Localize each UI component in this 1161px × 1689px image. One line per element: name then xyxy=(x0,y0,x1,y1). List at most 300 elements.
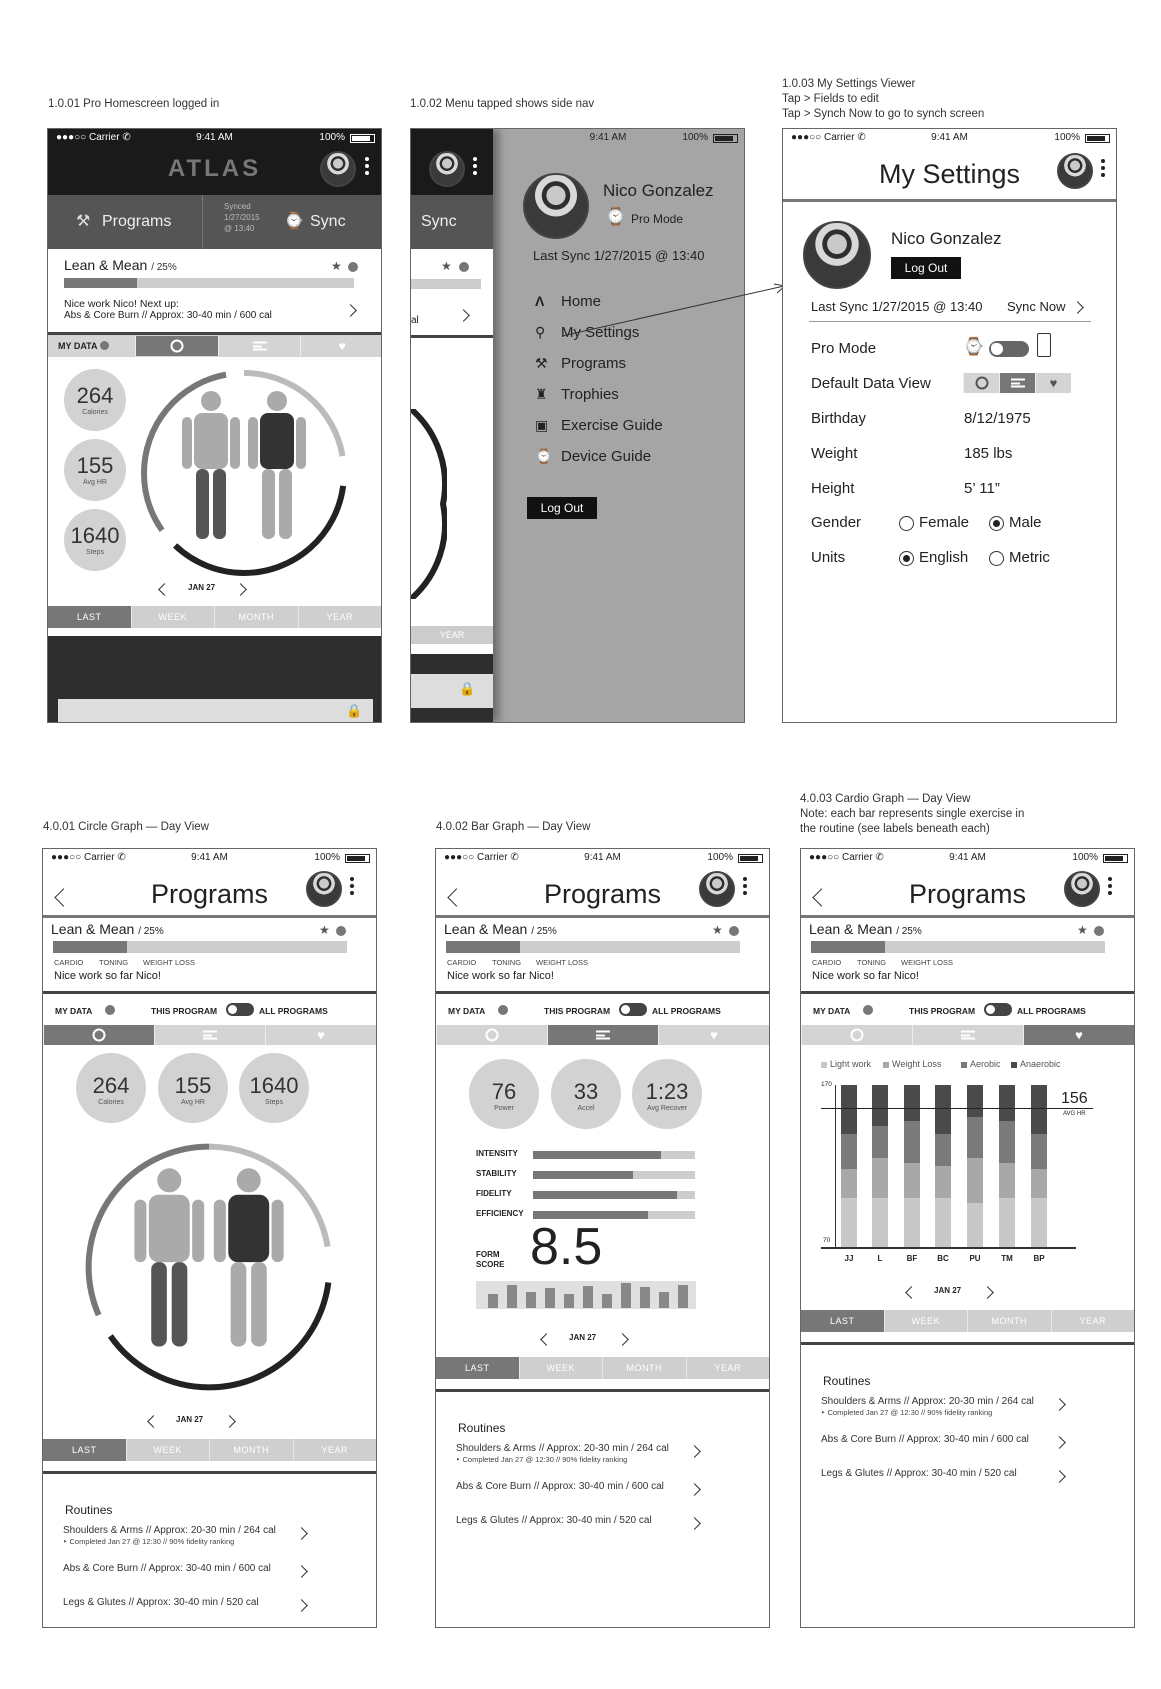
caption-menu: 1.0.02 Menu tapped shows side nav xyxy=(410,98,595,110)
tab-circle-view[interactable] xyxy=(43,1025,154,1045)
form-score-bar xyxy=(564,1294,574,1308)
logout-button[interactable]: Log Out xyxy=(891,257,961,279)
tag-cardio: CARDIO xyxy=(812,958,842,967)
routine-name[interactable]: Legs & Glutes // Approx: 30-40 min / 520 cal xyxy=(63,1597,259,1608)
data-view-tabs xyxy=(436,1025,769,1045)
routine-name[interactable]: Legs & Glutes // Approx: 30-40 min / 520 cal xyxy=(456,1515,652,1526)
avg-hr-value: 156 xyxy=(1061,1089,1088,1107)
battery-icon xyxy=(738,854,763,863)
prev-date-icon[interactable] xyxy=(158,583,171,596)
male-radio[interactable] xyxy=(989,516,1004,531)
synced-label: Synced 1/27/2015 @ 13:40 xyxy=(224,202,260,233)
cardio-bar-segment xyxy=(967,1085,983,1117)
cardio-bar-segment xyxy=(999,1163,1015,1199)
tab-month[interactable]: MONTH xyxy=(214,606,298,628)
program-name: Lean & Mean xyxy=(51,921,135,937)
cardio-bar-segment xyxy=(999,1198,1015,1247)
heart-icon: ♥ xyxy=(317,1027,325,1043)
body-muscle-ring xyxy=(136,365,352,581)
metric-label: EFFICIENCY xyxy=(476,1209,524,1218)
next-up-label: Nice work Nico! Next up: xyxy=(64,298,179,310)
page-title: Programs xyxy=(543,879,662,909)
cardio-bar-segment xyxy=(999,1085,1015,1121)
date-label: JAN 27 xyxy=(176,1415,204,1424)
program-percent: / 25% xyxy=(151,262,177,273)
nav-item-programs[interactable]: Programs xyxy=(561,355,627,372)
metric-bar-fill xyxy=(533,1151,661,1159)
program-percent: / 25% xyxy=(138,926,164,937)
legend-swatch xyxy=(1011,1062,1017,1068)
menu-dots-icon[interactable] xyxy=(365,157,369,178)
x-tick-label: JJ xyxy=(844,1254,854,1263)
body-muscle-ring xyxy=(79,1137,339,1397)
my-data-label: MY DATA xyxy=(58,341,109,351)
tab-circle-view[interactable] xyxy=(436,1025,547,1045)
period-tabs xyxy=(48,606,381,628)
form-score-bar xyxy=(659,1292,669,1308)
tab-week[interactable]: WEEK xyxy=(126,1439,210,1461)
caption-homescreen: 1.0.01 Pro Homescreen logged in xyxy=(48,98,220,110)
routine-subtitle: ‣ Completed Jan 27 @ 12:30 // 90% fidelity ranking xyxy=(821,1408,993,1417)
caption-bar-graph: 4.0.02 Bar Graph — Day View xyxy=(436,821,591,833)
prev-date-icon[interactable] xyxy=(540,1333,553,1346)
form-score-bar xyxy=(583,1286,593,1308)
star-icon[interactable]: ★ xyxy=(712,923,723,937)
program-scope-toggle[interactable] xyxy=(226,1003,254,1016)
avatar[interactable] xyxy=(1064,871,1100,907)
avatar[interactable] xyxy=(699,871,735,907)
atlas-logo: ATLAS xyxy=(167,155,262,182)
battery-label: 100% xyxy=(319,132,345,143)
circle-icon xyxy=(93,1029,106,1042)
routine-name[interactable]: Abs & Core Burn // Approx: 30-40 min / 600 cal xyxy=(456,1481,664,1492)
default-view-selector xyxy=(963,373,1071,393)
cardio-bar-segment xyxy=(904,1198,920,1247)
form-score-value: 8.5 xyxy=(530,1218,603,1276)
program-percent: / 25% xyxy=(896,926,922,937)
tab-month[interactable]: MONTH xyxy=(602,1357,686,1379)
avatar[interactable] xyxy=(320,151,356,187)
cardio-bar-segment xyxy=(967,1158,983,1203)
nav-item-exercise-guide[interactable]: Exercise Guide xyxy=(561,417,663,434)
bars-icon xyxy=(961,1031,975,1040)
star-icon[interactable]: ★ xyxy=(1077,923,1088,937)
period-tabs xyxy=(436,1357,769,1379)
next-date-icon[interactable] xyxy=(616,1333,629,1346)
program-card[interactable] xyxy=(43,919,376,991)
chevron-right-icon[interactable] xyxy=(688,1517,701,1530)
form-score-bar xyxy=(545,1288,555,1308)
option-cardio-view[interactable] xyxy=(1035,373,1071,393)
heart-icon: ♥ xyxy=(338,338,347,354)
metric-label: FIDELITY xyxy=(476,1189,512,1198)
routines-title: Routines xyxy=(823,1374,871,1388)
heart-icon: ♥ xyxy=(710,1027,718,1043)
tab-circle-view[interactable] xyxy=(801,1025,912,1045)
profile-name: Nico Gonzalez xyxy=(603,181,714,200)
option-bar-view[interactable] xyxy=(999,373,1035,393)
star-icon[interactable]: ★ xyxy=(331,259,342,273)
form-score-bar xyxy=(621,1283,631,1308)
tab-year[interactable]: YEAR xyxy=(686,1357,770,1379)
cardio-bar-segment xyxy=(872,1126,888,1158)
chevron-right-icon[interactable] xyxy=(295,1527,308,1540)
tab-week[interactable]: WEEK xyxy=(884,1310,968,1332)
metric-bar xyxy=(533,1151,695,1159)
data-view-tabs xyxy=(43,1025,376,1045)
chevron-right-icon[interactable] xyxy=(295,1565,308,1578)
tab-cardio-view[interactable] xyxy=(265,1025,376,1045)
cardio-bar-segment xyxy=(1031,1134,1047,1170)
form-score-bar xyxy=(526,1292,536,1308)
status-bar: ●●●○○ Carrier ✆ 9:41 AM 100% xyxy=(783,129,1116,145)
status-dot-icon xyxy=(348,262,358,272)
period-tabs xyxy=(801,1310,1134,1332)
form-score-bar xyxy=(602,1294,612,1308)
programs-tab[interactable]: ⚒ Programs xyxy=(48,195,203,249)
stat-calories: 264 Calories xyxy=(64,369,126,431)
stat-circle: 155 Avg HR xyxy=(158,1053,228,1123)
tab-bar-view[interactable] xyxy=(154,1025,265,1045)
time-label: 9:41 AM xyxy=(196,132,233,143)
next-up-detail: Abs & Core Burn // Approx: 30-40 min / 600 cal xyxy=(64,310,272,321)
program-progress xyxy=(64,278,354,288)
status-bar: ●●●○○ Carrier ✆ 9:41 AM 100% xyxy=(436,849,769,865)
chevron-right-icon[interactable] xyxy=(1053,1398,1066,1411)
tab-last[interactable]: LAST xyxy=(801,1310,884,1332)
phone-icon xyxy=(1037,333,1051,357)
cardio-bar-segment xyxy=(841,1169,857,1198)
legend-swatch xyxy=(961,1062,967,1068)
battery-icon xyxy=(345,854,370,863)
routine-name[interactable]: Abs & Core Burn // Approx: 30-40 min / 600 cal xyxy=(63,1563,271,1574)
bars-icon xyxy=(596,1031,610,1040)
avatar[interactable] xyxy=(306,871,342,907)
battery-icon xyxy=(350,134,375,143)
metric-label: STABILITY xyxy=(476,1169,517,1178)
birthday-field[interactable]: 8/12/1975 xyxy=(964,410,1031,427)
cardio-bar-segment xyxy=(904,1163,920,1199)
legend-label: Light work xyxy=(830,1059,872,1069)
carrier-label: ●●●○○ Carrier ✆ xyxy=(56,132,131,143)
y-tick-label: 70 xyxy=(823,1237,831,1244)
data-view-tabs xyxy=(135,336,382,356)
form-score-bar xyxy=(507,1285,517,1308)
prev-date-icon[interactable] xyxy=(147,1415,160,1428)
chevron-right-icon[interactable] xyxy=(1053,1436,1066,1449)
nav-item-home[interactable]: Home xyxy=(561,293,602,310)
date-label: JAN 27 xyxy=(188,583,216,592)
this-program-label: THIS PROGRAM xyxy=(544,1006,611,1016)
metric-radio[interactable] xyxy=(989,551,1004,566)
behind-sync-label: Sync xyxy=(421,213,457,230)
tab-year[interactable]: YEAR xyxy=(1051,1310,1135,1332)
annotation-arrow xyxy=(560,280,790,340)
heart-icon: ♥ xyxy=(1049,375,1058,391)
tab-year[interactable]: YEAR xyxy=(298,606,382,628)
praise-text: Nice work so far Nico! xyxy=(54,970,161,982)
homescreen xyxy=(47,128,382,723)
tab-last[interactable]: LAST xyxy=(48,606,131,628)
routines-title: Routines xyxy=(65,1503,113,1517)
metric-bar xyxy=(533,1171,695,1179)
program-percent: / 25% xyxy=(531,926,557,937)
program-card[interactable] xyxy=(436,919,769,991)
tab-cardio-view[interactable] xyxy=(300,336,382,356)
form-score-bar xyxy=(640,1287,650,1308)
tag-toning: TONING xyxy=(492,958,522,967)
chevron-right-icon[interactable] xyxy=(295,1599,308,1612)
program-name: Lean & Mean xyxy=(809,921,893,937)
cardio-bar-segment xyxy=(935,1134,951,1166)
menu-dots-icon[interactable] xyxy=(743,877,747,898)
play-guide-icon: ▣ xyxy=(535,417,549,433)
y-axis xyxy=(835,1085,836,1247)
period-tabs xyxy=(43,1439,376,1461)
tab-bar-view[interactable] xyxy=(218,336,301,356)
stat-circle: 33 Accel xyxy=(551,1059,621,1129)
default-view-label: Default Data View xyxy=(811,375,931,392)
birthday-label: Birthday xyxy=(811,410,867,427)
bars-icon xyxy=(1011,379,1025,388)
status-dot-icon xyxy=(336,926,346,936)
tab-circle-view[interactable] xyxy=(135,336,218,356)
english-radio[interactable] xyxy=(899,551,914,566)
legend-label: Anaerobic xyxy=(1020,1059,1061,1069)
tab-bar-view[interactable] xyxy=(547,1025,658,1045)
tag-weight-loss: WEIGHT LOSS xyxy=(536,958,588,967)
settings-screen xyxy=(782,128,1117,723)
menu-dots-icon[interactable] xyxy=(1108,877,1112,898)
pro-mode-label: Pro Mode xyxy=(631,212,684,226)
menu-dots-icon[interactable] xyxy=(473,157,477,178)
routines-title: Routines xyxy=(458,1421,506,1435)
tab-week[interactable]: WEEK xyxy=(519,1357,603,1379)
cardio-bar-segment xyxy=(935,1198,951,1247)
nav-item-my-settings[interactable]: My Settings xyxy=(561,324,640,341)
date-label: JAN 27 xyxy=(934,1286,962,1295)
routine-name[interactable]: Legs & Glutes // Approx: 30-40 min / 520 cal xyxy=(821,1468,1017,1479)
height-field[interactable]: 5’ 11” xyxy=(964,480,1000,497)
program-scope-toggle[interactable] xyxy=(984,1003,1012,1016)
lock-icon: 🔒 xyxy=(346,703,363,718)
cardio-bar-segment xyxy=(841,1085,857,1134)
status-dot-icon xyxy=(100,341,109,350)
tag-cardio: CARDIO xyxy=(447,958,477,967)
cardio-bar-segment xyxy=(999,1121,1015,1163)
tab-week[interactable]: WEEK xyxy=(131,606,215,628)
lock-icon: 🔒 xyxy=(459,681,476,696)
tab-year[interactable]: YEAR xyxy=(293,1439,377,1461)
program-progress xyxy=(53,941,347,953)
status-dot-icon xyxy=(498,1005,508,1015)
chevron-right-icon[interactable] xyxy=(1071,301,1084,314)
tag-weight-loss: WEIGHT LOSS xyxy=(901,958,953,967)
date-label: JAN 27 xyxy=(569,1333,597,1342)
form-score-bar xyxy=(488,1294,498,1308)
my-data-label: MY DATA xyxy=(813,1006,851,1016)
male-label: Male xyxy=(1009,514,1042,531)
program-scope-toggle[interactable] xyxy=(619,1003,647,1016)
legend-label: Weight Loss xyxy=(892,1059,942,1069)
device-icon: ⌚ xyxy=(535,448,553,464)
tab-last[interactable]: LAST xyxy=(43,1439,126,1461)
my-data-label: MY DATA xyxy=(55,1006,93,1016)
program-name: Lean & Mean xyxy=(64,257,148,273)
pro-mode-label: Pro Mode xyxy=(811,340,877,357)
weight-field[interactable]: 185 lbs xyxy=(964,445,1013,462)
tab-month[interactable]: MONTH xyxy=(209,1439,293,1461)
program-progress xyxy=(811,941,1105,953)
tag-toning: TONING xyxy=(99,958,129,967)
cardio-bar-segment xyxy=(1031,1169,1047,1198)
metric-bar-fill xyxy=(533,1191,677,1199)
chevron-right-icon[interactable] xyxy=(688,1445,701,1458)
profile-avatar[interactable] xyxy=(523,173,589,239)
cardio-bar-segment xyxy=(1031,1085,1047,1134)
praise-text: Nice work so far Nico! xyxy=(447,970,554,982)
stat-steps: 1640 Steps xyxy=(64,509,126,571)
page-title: My Settings xyxy=(878,159,1021,189)
status-bar: ●●●○○ Carrier ✆ 9:41 AM 100% xyxy=(801,849,1134,865)
program-name: Lean & Mean xyxy=(444,921,528,937)
routine-name[interactable]: Shoulders & Arms // Approx: 20-30 min / 264 cal xyxy=(821,1396,1034,1407)
all-programs-label: ALL PROGRAMS xyxy=(259,1006,328,1016)
program-progress xyxy=(446,941,740,953)
circle-graph-screen xyxy=(42,848,377,1628)
tab-cardio-view[interactable] xyxy=(1023,1025,1134,1045)
y-tick-label: 170 xyxy=(821,1081,832,1088)
status-dot-icon xyxy=(729,926,739,936)
next-date-icon[interactable] xyxy=(223,1415,236,1428)
tag-toning: TONING xyxy=(857,958,887,967)
chevron-right-icon xyxy=(344,304,357,317)
chevron-right-icon[interactable] xyxy=(1053,1470,1066,1483)
legend-swatch xyxy=(883,1062,889,1068)
side-nav-screen: Sync ★ al YEAR 🔒 9:41 AM 100% Nico Gonzalez ⌚ Pro Mode Last Sync 1/27/2015 @ 13:40 Λ Home ⚲ My Settings ⚒ Programs ♜ Trophies ▣ Exercise Guide ⌚ Device Guide Log Out xyxy=(410,128,745,723)
female-radio[interactable] xyxy=(899,516,914,531)
female-label: Female xyxy=(919,514,970,531)
circle-icon xyxy=(486,1029,499,1042)
cardio-bar-segment xyxy=(904,1121,920,1163)
this-program-label: THIS PROGRAM xyxy=(151,1006,218,1016)
metric-label: INTENSITY xyxy=(476,1149,518,1158)
height-label: Height xyxy=(811,480,855,497)
watch-icon: ⌚ xyxy=(284,213,304,230)
person-icon: ⚲ xyxy=(535,324,546,340)
cardio-graph-screen xyxy=(800,848,1135,1628)
next-date-icon[interactable] xyxy=(981,1286,994,1299)
english-label: English xyxy=(919,549,969,566)
status-dot-icon xyxy=(459,262,469,272)
form-score-label: FORM SCORE xyxy=(476,1250,505,1269)
status-bar: ●●●○○ Carrier ✆ 9:41 AM 100% xyxy=(43,849,376,865)
heart-icon: ♥ xyxy=(1075,1027,1083,1043)
sync-tab[interactable]: ⌚ Sync xyxy=(284,213,346,230)
menu-dots-icon[interactable] xyxy=(1101,159,1105,180)
praise-text: Nice work so far Nico! xyxy=(812,970,919,982)
watch-icon: ⌚ xyxy=(963,337,985,356)
my-data-label: MY DATA xyxy=(448,1006,486,1016)
bar-graph-screen xyxy=(435,848,770,1628)
tab-bar-view[interactable] xyxy=(912,1025,1023,1045)
tag-weight-loss: WEIGHT LOSS xyxy=(143,958,195,967)
metric-label: Metric xyxy=(1009,549,1050,566)
sync-now-link[interactable]: Sync Now xyxy=(1007,299,1066,314)
nav-item-trophies[interactable]: Trophies xyxy=(561,386,619,403)
tab-last[interactable]: LAST xyxy=(436,1357,519,1379)
pro-mode-toggle[interactable] xyxy=(989,341,1029,357)
page-title: Programs xyxy=(150,879,269,909)
x-tick-label: TM xyxy=(1001,1254,1013,1263)
metric-bar-fill xyxy=(533,1171,633,1179)
cardio-bar-segment xyxy=(841,1198,857,1247)
cardio-bar-segment xyxy=(967,1117,983,1158)
all-programs-label: ALL PROGRAMS xyxy=(652,1006,721,1016)
cardio-bar-segment xyxy=(1031,1198,1047,1247)
x-tick-label: L xyxy=(877,1254,883,1263)
stat-circle: 1:23 Avg Recover xyxy=(632,1059,702,1129)
last-sync-label: Last Sync 1/27/2015 @ 13:40 xyxy=(811,299,983,314)
bars-icon xyxy=(203,1031,217,1040)
next-date-icon[interactable] xyxy=(234,583,247,596)
menu-dots-icon[interactable] xyxy=(350,877,354,898)
avatar xyxy=(429,151,465,187)
program-card[interactable] xyxy=(801,919,1134,991)
cardio-bar-segment xyxy=(872,1198,888,1247)
chevron-right-icon[interactable] xyxy=(688,1483,701,1496)
tab-cardio-view[interactable] xyxy=(658,1025,769,1045)
program-card[interactable] xyxy=(48,249,381,335)
avatar[interactable] xyxy=(1057,153,1093,189)
logout-button[interactable]: Log Out xyxy=(527,497,597,519)
cardio-bar-segment xyxy=(904,1085,920,1121)
x-tick-label: BF xyxy=(906,1254,918,1263)
status-dot-icon xyxy=(863,1005,873,1015)
routine-subtitle: ‣ Completed Jan 27 @ 12:30 // 90% fidelity ranking xyxy=(456,1455,628,1464)
last-sync-label: Last Sync 1/27/2015 @ 13:40 xyxy=(533,248,705,263)
circle-icon xyxy=(170,340,183,353)
option-circle-view[interactable] xyxy=(963,373,999,393)
weight-label: Weight xyxy=(811,445,858,462)
profile-avatar[interactable] xyxy=(803,221,871,289)
this-program-label: THIS PROGRAM xyxy=(909,1006,976,1016)
star-icon[interactable]: ★ xyxy=(319,923,330,937)
form-score-bar xyxy=(678,1285,688,1308)
status-dot-icon xyxy=(105,1005,115,1015)
battery-icon xyxy=(1103,854,1128,863)
caption-cardio-graph: 4.0.03 Cardio Graph — Day View Note: each bar represents single exercise in the routine (see labels beneath each) xyxy=(800,793,1025,835)
nav-item-device-guide[interactable]: Device Guide xyxy=(561,448,652,465)
avg-hr-line xyxy=(821,1108,1093,1110)
all-programs-label: ALL PROGRAMS xyxy=(1017,1006,1086,1016)
routine-name[interactable]: Abs & Core Burn // Approx: 30-40 min / 600 cal xyxy=(821,1434,1029,1445)
routine-name[interactable]: Shoulders & Arms // Approx: 20-30 min / 264 cal xyxy=(456,1443,669,1454)
profile-name: Nico Gonzalez xyxy=(891,229,1002,248)
bars-icon xyxy=(253,342,267,351)
routine-name[interactable]: Shoulders & Arms // Approx: 20-30 min / 264 cal xyxy=(63,1525,276,1536)
tab-month[interactable]: MONTH xyxy=(967,1310,1051,1332)
battery-icon xyxy=(713,134,738,143)
caption-settings: 1.0.03 My Settings Viewer Tap > Fields to edit Tap > Synch Now to go to synch screen xyxy=(782,78,985,120)
dumbbell-icon: ⚒ xyxy=(535,355,548,371)
metric-bar xyxy=(533,1191,695,1199)
prev-date-icon[interactable] xyxy=(905,1286,918,1299)
circle-icon xyxy=(851,1029,864,1042)
data-view-tabs xyxy=(801,1025,1134,1045)
cardio-bar-segment xyxy=(935,1166,951,1198)
stat-circle: 76 Power xyxy=(469,1059,539,1129)
